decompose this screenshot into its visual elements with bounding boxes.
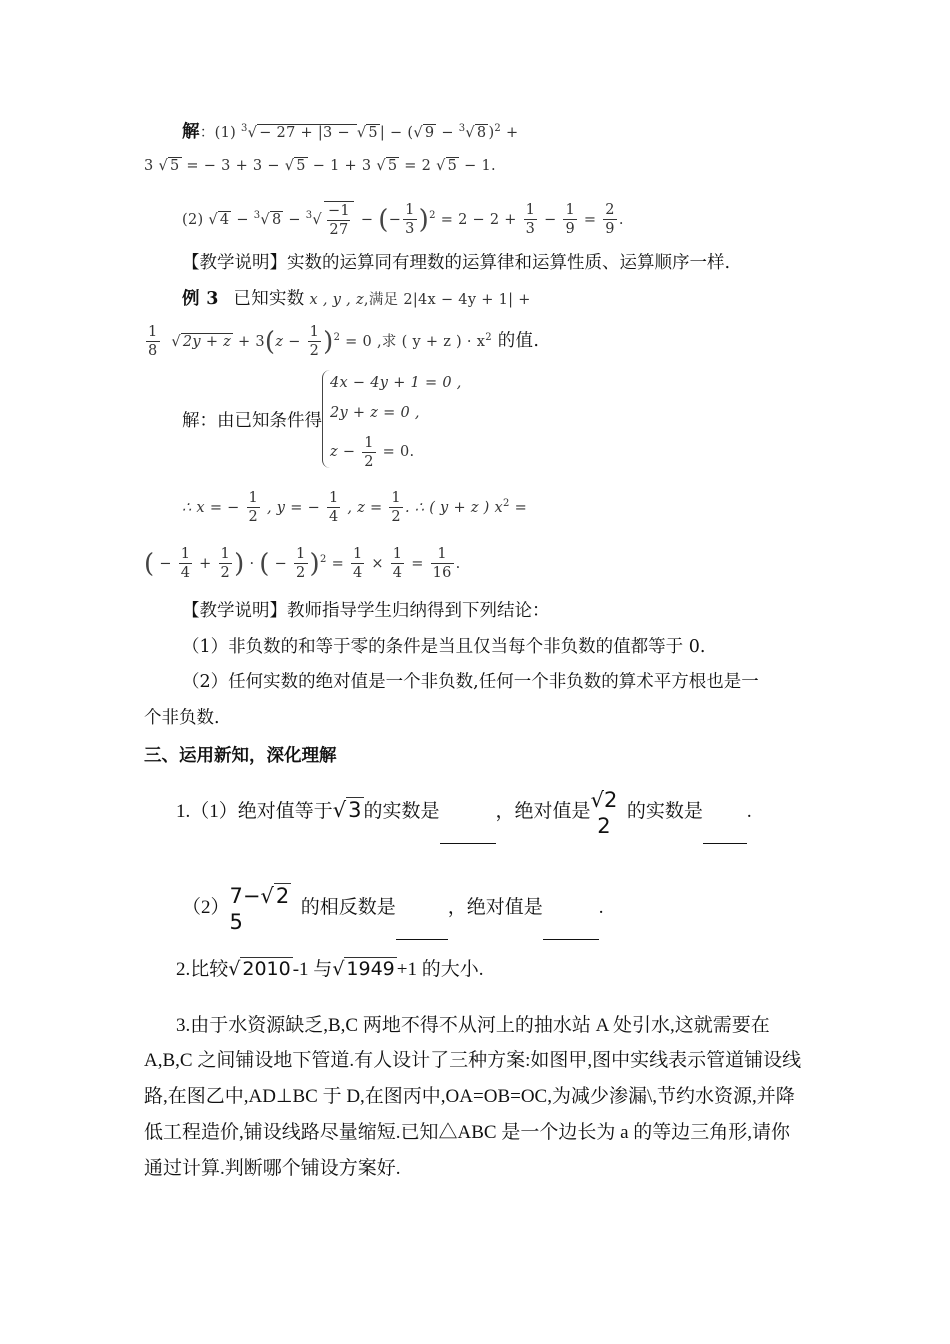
question-3-line-1: 3.由于水资源缺乏,B,C 两地不得不从河上的抽水站 A 处引水,这就需要在	[176, 1015, 770, 1036]
answer-blank[interactable]	[440, 825, 496, 844]
section-heading: 三、运用新知，深化理解	[144, 746, 337, 766]
question-2: 2.比较√ 2010 -1 与√ 1949 +1 的大小.	[176, 958, 484, 980]
conclusion-1: （1）非负数的和等于零的条件是当且仅当每个非负数的值都等于 0.	[182, 637, 706, 657]
solution-3-result-2: ( − $\frac{1}{4}$ + $\frac{1}{2}$ ) · ( − $\frac{1}{2}$ )$^2$ = $\frac{1}{4}$ × $\frac{1}{4}$ = $\frac{1}{16}$ .	[144, 546, 461, 582]
answer-blank[interactable]	[396, 921, 448, 940]
question-1-part-2: （2） 7 5 −√2 的相反数是 ，绝对值是 .	[182, 864, 604, 940]
solution-label: 解	[182, 121, 200, 142]
equation-2: 2y + z = 0 ,	[330, 405, 420, 421]
solution-3-result-1: ∴ x = − $\frac{1}{2}$ , y = − $\frac{1}{4}$ , z = $\frac{1}{2}$ . ∴ ( y + z ) $x^2$ =	[182, 490, 528, 526]
example-label: 例 3	[182, 289, 219, 309]
question-3-line-2: A,B,C 之间铺设地下管道.有人设计了三种方案:如图甲,图中实线表示管道铺设线	[144, 1050, 802, 1071]
answer-blank[interactable]	[703, 825, 747, 844]
solution-2-line: (2) √ 4 − $^3$√ 8 − $^3$√ $\frac{-1}{27}$ − (− $\frac{1}{3}$ )$^2$ = 2 − 2 + $\frac{1}{3}$ − $\frac{1}{9}$ = $\frac{2}{9}$ .	[182, 202, 624, 238]
solution-3-lead: 解：由已知条件得	[182, 411, 322, 431]
question-3-line-3: 路,在图乙中,AD⊥BC 于 D,在图丙中,OA=OB=OC,为减少渗漏\,节约水资源,并降	[144, 1086, 795, 1107]
equation-3: z − $\frac{1}{2}$ = 0.	[330, 434, 415, 470]
question-3-line-4: 低工程造价,铺设线路尽量缩短.已知△ABC 是一个边长为 a 的等边三角形,请你	[144, 1122, 791, 1143]
solution-1-line-1: 解：(1) $^3$√ − 27 + |3 − √ 5 | − (√ 9 − $^3$√ 8 )$^2$ +	[182, 121, 519, 142]
question-3-line-5: 通过计算.判断哪个铺设方案好.	[144, 1158, 401, 1179]
example-3-line-1: 例 3 已知实数 x , y , z,满足 2|4x − 4y + 1| +	[182, 289, 531, 309]
question-1-part-1: 1.（1）绝对值等于√3 的实数是 ，绝对值是 √2 2 的实数是 .	[176, 778, 752, 844]
conclusion-2-line-2: 个非负数.	[144, 708, 220, 728]
answer-blank[interactable]	[543, 921, 599, 940]
teaching-note-1: 【教学说明】实数的运算同有理数的运算律和运算性质、运算顺序一样.	[182, 253, 731, 273]
teaching-note-2: 【教学说明】教师指导学生归纳得到下列结论：	[182, 601, 550, 621]
solution-1-line-2: 3 √ 5 = − 3 + 3 − √ 5 − 1 + 3 √ 5 = 2 √ 5 − 1.	[144, 158, 496, 174]
example-3-line-2: $\frac{1}{8}$ √ 2y + z + 3(z − $\frac{1}{2}$ )$^2$ = 0 ,求 ( y + z ) · $x^2$ 的值.	[148, 324, 540, 360]
conclusion-2-line-1: （2）任何实数的绝对值是一个非负数,任何一个非负数的算术平方根也是一	[182, 672, 759, 692]
equation-1: 4x − 4y + 1 = 0 ,	[330, 375, 462, 391]
